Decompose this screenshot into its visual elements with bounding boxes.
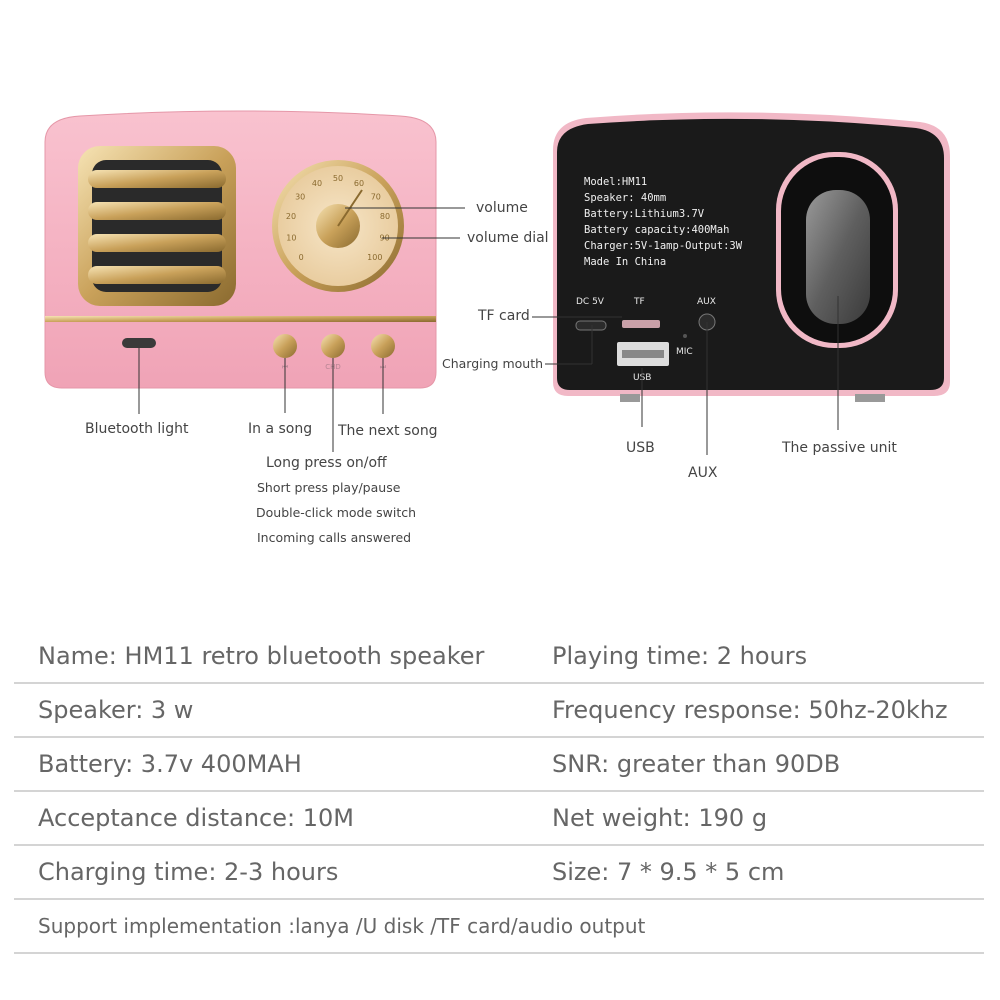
port-label: AUX: [697, 297, 716, 307]
spec-speaker: Speaker: 3 w: [38, 696, 194, 724]
spec-row: [14, 792, 984, 846]
spec-weight: Net weight: 190 g: [552, 804, 768, 832]
label-aux: AUX: [688, 465, 718, 481]
dc-port: [576, 321, 606, 330]
passive-radiator: [776, 152, 898, 348]
dial-number: 50: [332, 174, 344, 183]
spec-table: [14, 630, 984, 954]
label-volume-dial: volume dial: [467, 230, 549, 246]
spec-battery: Battery: 3.7v 400MAH: [38, 750, 302, 778]
port-label: MIC: [676, 347, 693, 357]
spec-frequency: Frequency response: 50hz-20khz: [552, 696, 948, 724]
spec-row: [14, 630, 984, 684]
label-usb: USB: [626, 440, 655, 456]
label-prev-song: In a song: [248, 421, 313, 437]
speaker-grille: [78, 146, 236, 306]
spec-snr: SNR: greater than 90DB: [552, 750, 841, 778]
tf-slot: [622, 320, 660, 328]
dial-number: 80: [379, 212, 391, 221]
port-label: TF: [634, 297, 645, 307]
volume-dial: [272, 160, 404, 292]
spec-support-row: [14, 900, 984, 954]
gold-trim: [45, 316, 436, 322]
spec-size: Size: 7 * 9.5 * 5 cm: [552, 858, 785, 886]
spec-row: [14, 738, 984, 792]
model-info-line: Charger:5V-1amp-Output:3W: [584, 240, 743, 252]
button-mark: ⏭: [379, 363, 387, 371]
spec-row: [14, 684, 984, 738]
button-mark: ⏮: [281, 363, 289, 371]
spec-playing-time: Playing time: 2 hours: [552, 642, 808, 670]
label-volume: volume: [476, 200, 528, 216]
back-speaker: [553, 112, 950, 402]
label-charging-mouth: Charging mouth: [442, 356, 544, 371]
dial-number: 40: [311, 178, 323, 188]
spec-row: [14, 846, 984, 900]
label-tf-card: TF card: [478, 308, 530, 324]
model-info-line: Speaker: 40mm: [584, 192, 667, 204]
model-info-line: Model:HM11: [584, 176, 648, 188]
dial-number: 30: [295, 192, 306, 202]
spec-name: Name: HM11 retro bluetooth speaker: [38, 642, 485, 670]
spec-distance: Acceptance distance: 10M: [38, 804, 354, 832]
button-mark: CHD: [325, 363, 341, 371]
bluetooth-light-indicator: [122, 338, 156, 348]
dial-number: 20: [285, 212, 297, 221]
label-bluetooth-light: Bluetooth light: [85, 421, 189, 437]
model-info-line: Battery:Lithium3.7V: [584, 208, 705, 220]
label-next-song: The next song: [338, 423, 438, 439]
model-info-line: Battery capacity:400Mah: [584, 224, 730, 236]
port-label: USB: [633, 373, 652, 383]
dial-number: 10: [286, 233, 297, 243]
label-short-press: Short press play/pause: [257, 480, 401, 495]
front-speaker: [45, 111, 436, 388]
dial-number: 100: [367, 252, 383, 262]
port-label: DC 5V: [576, 297, 604, 307]
label-double-click: Double-click mode switch: [256, 505, 417, 520]
dial-number: 60: [353, 178, 365, 188]
dial-number: 0: [298, 252, 304, 262]
label-incoming-calls: Incoming calls answered: [257, 530, 412, 545]
label-long-press: Long press on/off: [266, 455, 387, 471]
model-info-line: Made In China: [584, 256, 667, 268]
label-passive-unit: The passive unit: [782, 440, 897, 456]
spec-support: Support implementation :lanya /U disk /TF card/audio output: [38, 914, 646, 938]
spec-charging-time: Charging time: 2-3 hours: [38, 858, 339, 886]
dial-number: 90: [379, 233, 390, 243]
dial-number: 70: [370, 192, 381, 202]
